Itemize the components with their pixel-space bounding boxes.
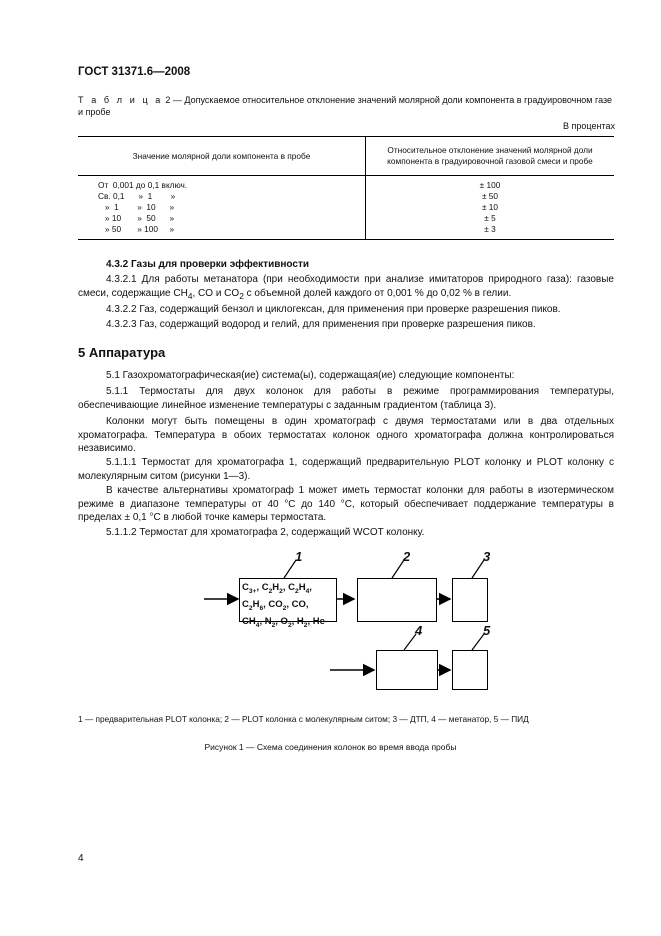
paragraph-4-3-2-2: 4.3.2.2 Газ, содержащий бензол и циклогексан, для применения при проверке разрешения пиков. <box>106 304 561 315</box>
table-units: В процентах <box>563 121 615 131</box>
figure-label-5: 5 <box>483 623 491 638</box>
paragraph-5-1: 5.1 Газохроматографическая(ие) система(ы), содержащая(ие) следующие компоненты: <box>106 370 515 381</box>
paragraph-columns: Колонки могут быть помещены в один хроматограф с двумя термостатами или в два отдельных хроматографа. Температура в обоих термостатах колонок одного хроматографа должна контролироваться независимо. <box>78 416 614 454</box>
table-col2-values <box>366 176 615 240</box>
table-cell-value: ± 10 <box>481 202 499 212</box>
p1-text-c: с объемной долей каждого от 0,001 % до 0,02 % в гелии. <box>243 287 512 299</box>
component-5-fid <box>452 650 488 690</box>
document-header: ГОСТ 31371.6—2008 <box>78 66 191 78</box>
page-number: 4 <box>78 853 84 864</box>
paragraph-5-1-1-2: 5.1.1.2 Термостат для хроматографа 2, содержащий WCOT колонку. <box>106 527 425 538</box>
table-header-col1: Значение молярной доли компонента в пробе <box>78 137 366 176</box>
gas-list-line: $C_{3+}$, $C_2H_2$, $C_2H_4$, <box>242 582 312 595</box>
tolerance-table <box>78 136 614 240</box>
table-caption-text: 2 — Допускаемое относительное отклонение значений молярной доли компонента в градуировочном газе и пробе <box>78 95 613 117</box>
table-header-col2: Относительное отклонение значений молярной доли компонента в градуировочной газовой смеси и пробе <box>366 137 615 176</box>
gas-list-line: $CH_4$, $N_2$, $O_2$, $H_2$, He <box>242 615 325 629</box>
paragraph-5-1-1-1: 5.1.1.1 Термостат для хроматографа 1, содержащий предварительную PLOT колонку и PLOT колонку с молекулярным ситом (рисунки 1—3). <box>78 457 614 482</box>
p1-sub-a: 4 <box>187 290 193 301</box>
table-cell-value: ± 3 <box>484 224 496 234</box>
section-5-title: 5 Аппаратура <box>78 345 166 360</box>
table-cell-range: От 0,001 до 0,1 включ. <box>98 180 188 190</box>
component-2-molsieve-column <box>357 578 437 622</box>
figure-legend: 1 — предварительная PLOT колонка; 2 — PLOT колонка с молекулярным ситом; 3 — ДТП, 4 — метанатор, 5 — ПИД <box>78 714 529 724</box>
table-cell-range: » 10 » 50 » <box>98 213 175 223</box>
table-cell-value: ± 50 <box>481 191 499 201</box>
figure-label-4: 4 <box>415 623 423 638</box>
figure-title: Рисунок 1 — Схема соединения колонок во время ввода пробы <box>204 742 457 752</box>
table-cell-range: » 1 » 10 » <box>98 202 175 212</box>
figure-label-3: 3 <box>483 549 491 564</box>
gas-list <box>242 581 325 632</box>
p1-text-a: 4.3.2.1 Для работы метанатора (при необходимости при анализе имитаторов природного газа): газовые смеси, содержащие CH <box>78 274 614 299</box>
figure-label-2: 2 <box>403 549 411 564</box>
paragraph-4-3-2-3: 4.3.2.3 Газ, содержащий водород и гелий, для применения при проверке разрешения пиков. <box>106 319 536 330</box>
component-3-tcd <box>452 578 488 622</box>
gas-list-line: $C_2H_6$, $CO_2$, CO, <box>242 598 309 612</box>
table-col1-values <box>78 176 366 240</box>
table-cell-value: ± 5 <box>484 213 496 223</box>
section-4-3-2-title: 4.3.2 Газы для проверки эффективности <box>106 259 309 270</box>
paragraph-4-3-2-1 <box>78 273 614 303</box>
figure-label-1: 1 <box>295 549 303 564</box>
table-caption-label: Т а б л и ц а <box>78 95 163 105</box>
paragraph-5-1-1: 5.1.1 Термостаты для двух колонок для работы в режиме программирования температуры, обеспечивающие линейное изменение температуры с заданным градиентом (таблица 3). <box>78 386 614 411</box>
paragraph-alternative: В качестве альтернативы хроматограф 1 может иметь термостат колонки для работы в изотермическом режиме в диапазоне температуры от 40 °С до 140 °С, который обеспечивает поддержание температуры в пределах ± 0,1 °С в любой точке камеры термостата. <box>78 485 614 523</box>
p1-sub-b: 2 <box>239 290 244 301</box>
component-1-precolumn <box>239 578 337 629</box>
p1-text-b: , CO и CO <box>192 287 240 299</box>
table-cell-range: Св. 0,1 » 1 » <box>98 191 176 201</box>
table-cell-range: » 50 » 100 » <box>98 224 175 234</box>
component-4-methanator <box>376 650 438 690</box>
table-caption <box>78 94 618 118</box>
table-cell-value: ± 100 <box>479 180 501 190</box>
